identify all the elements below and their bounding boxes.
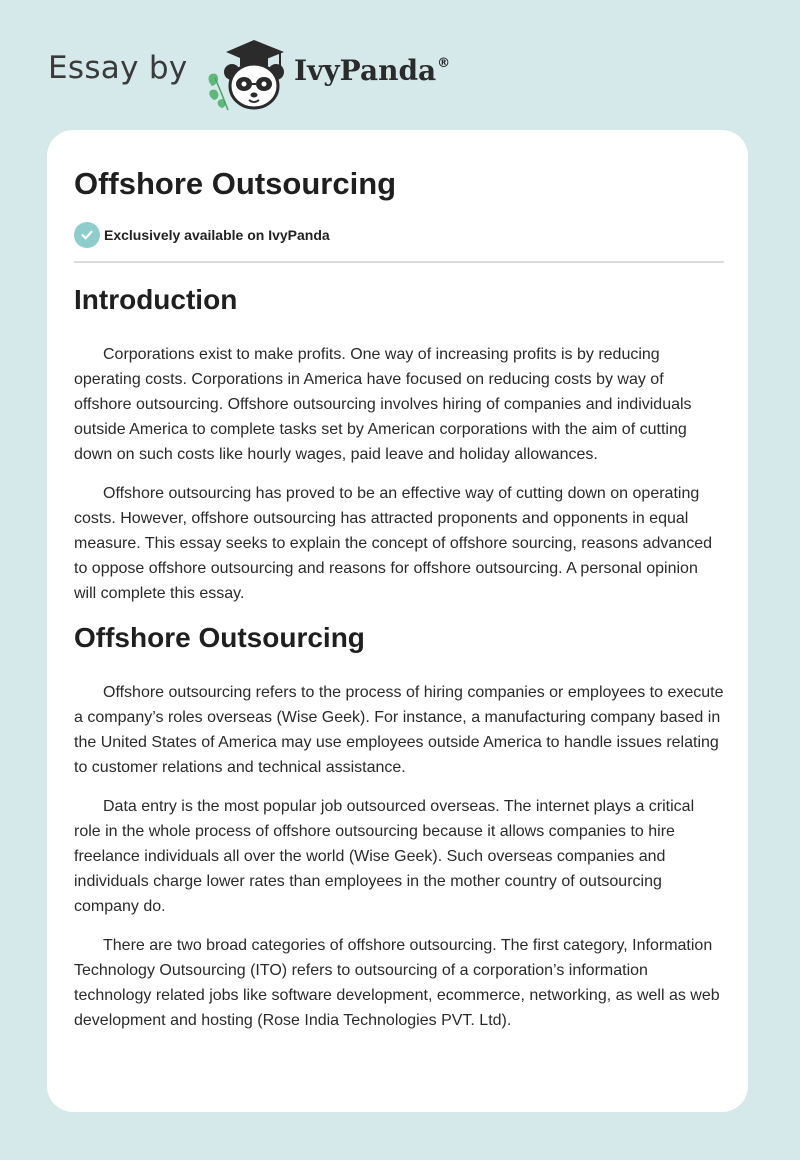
- essay-card: [47, 130, 748, 1112]
- ivypanda-brand[interactable]: [294, 54, 450, 87]
- paragraph: Offshore outsourcing refers to the process of hiring companies or employees to execute a company’s roles overseas (Wise Geek). For instance, a manufacturing company based in the United States of America may use employees outside America to handle issues relating to customer relations and technical assistance.: [74, 684, 724, 776]
- brand-name: IvyPanda: [294, 54, 437, 87]
- registered-mark: ®: [437, 56, 451, 71]
- exclusive-badge: [74, 222, 330, 248]
- paragraph: There are two broad categories of offshore outsourcing. The first category, Information Technology Outsourcing (ITO) refers to outsourcing of a corporation’s information technology related jobs like software development, ecommerce, networking, as well as web development and hosting (Rose India Technologies PVT. Ltd).: [74, 937, 720, 1029]
- exclusive-badge-text: Exclusively available on IvyPanda: [104, 227, 330, 243]
- page-title: Offshore Outsourcing: [74, 166, 397, 201]
- essay-body: [74, 282, 724, 1047]
- divider: [74, 261, 724, 263]
- check-circle-icon: [74, 222, 100, 248]
- section-heading-introduction: Introduction: [74, 284, 238, 315]
- section-heading-offshore-outsourcing: Offshore Outsourcing: [74, 622, 365, 653]
- paragraph: Corporations exist to make profits. One way of increasing profits is by reducing operating costs. Corporations in America have focused on reducing costs by way of offshore outsourcing. Offshore outsourcing involves hiring of companies and individuals outside America to complete tasks set by American corporations with the aim of cutting down on such costs like hourly wages, paid leave and holiday allowances.: [74, 346, 692, 463]
- essay-by-label: Essay by: [48, 50, 188, 86]
- site-header: [48, 30, 748, 110]
- paragraph: Offshore outsourcing has proved to be an effective way of cutting down on operating costs. However, offshore outsourcing has attracted proponents and opponents in equal measure. This essay seeks to explain the concept of offshore sourcing, reasons advanced to oppose offshore outsourcing and reasons for offshore outsourcing. A personal opinion will complete this essay.: [74, 485, 712, 602]
- paragraph: Data entry is the most popular job outsourced overseas. The internet plays a critical role in the whole process of offshore outsourcing because it allows companies to hire freelance individuals all over the world (Wise Geek). Such overseas companies and individuals charge lower rates than employees in the mother country of outsourcing company do.: [74, 798, 695, 915]
- ivypanda-panda-logo-icon: [204, 34, 294, 114]
